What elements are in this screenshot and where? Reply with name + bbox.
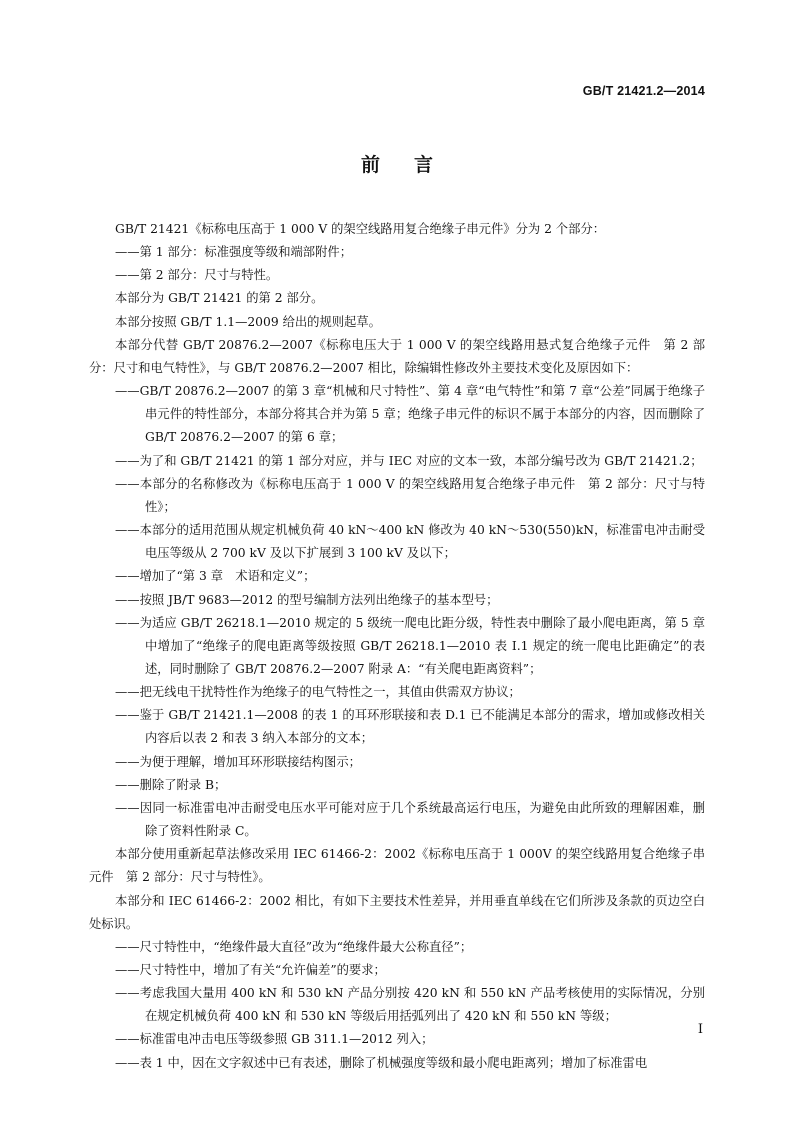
list-item: ——表 1 中，因在文字叙述中已有表述，删除了机械强度等级和最小爬电距离列；增加了标准雷电 — [115, 1055, 648, 1070]
list-item: ——为了和 GB/T 21421 的第 1 部分对应，并与 IEC 对应的文本一致，本部分编号改为 GB/T 21421.2； — [115, 453, 703, 468]
page-title: 前言 — [360, 154, 467, 176]
list-item: ——删除了附录 B； — [115, 777, 227, 792]
list-item: ——为便于理解，增加耳环形联接结构图示； — [115, 754, 361, 769]
paragraph: 本部分按照 GB/T 1.1—2009 给出的规则起草。 — [115, 314, 381, 329]
standard-number: GB/T 21421.2—2014 — [582, 84, 705, 98]
paragraph: 本部分代替 GB/T 20876.2—2007《标称电压大于 1 000 V 的架空线路用悬式复合绝缘子元件 第 2 部分：尺寸和电气特性》，与 GB/T 20876.2—2007 相比，除编辑性修改外主要技术变化及原因如下： — [89, 337, 705, 375]
list-item: ——为适应 GB/T 26218.1—2010 规定的 5 级统一爬电比距分级，特性表中删除了最小爬电距离，第 5 章中增加了“绝缘子的爬电距离等级按照 GB/T 26218.1—2010 表 I.1 规定的统一爬电比距确定”的表述，同时删除了 GB/T 20876.2—2007 附录 A：“有关爬电距离资料”； — [115, 615, 705, 676]
list-item: ——本部分的适用范围从规定机械负荷 40 kN～400 kN 修改为 40 kN～530(550)kN，标准雷电冲击耐受电压等级从 2 700 kV 及以下扩展到 3 100 kV 及以下； — [115, 523, 705, 561]
paragraph: 本部分为 GB/T 21421 的第 2 部分。 — [115, 291, 324, 306]
list-item: ——考虑我国大量用 400 kN 和 530 kN 产品分别按 420 kN 和 550 kN 产品考核使用的实际情况，分别在规定机械负荷 400 kN 和 530 kN 等级后用括弧列出了 420 kN 和 550 kN 等级； — [115, 986, 705, 1024]
list-item: ——增加了“第 3 章 术语和定义”； — [115, 569, 316, 584]
page-number: I — [697, 1022, 703, 1037]
list-item: ——第 1 部分：标准强度等级和端部附件； — [115, 245, 352, 260]
list-item: ——尺寸特性中，增加了有关“允许偏差”的要求； — [115, 963, 386, 977]
paragraph: 本部分和 IEC 61466-2：2002 相比，有如下主要技术性差异，并用垂直单线在它们所涉及条款的页边空白处标识。 — [89, 893, 705, 931]
list-item: ——因同一标准雷电冲击耐受电压水平可能对应于几个系统最高运行电压，为避免由此所致的理解困难，删除了资料性附录 C。 — [115, 800, 705, 839]
paragraph: GB/T 21421《标称电压高于 1 000 V 的架空线路用复合绝缘子串元件》分为 2 个部分： — [115, 222, 605, 236]
list-item: ——把无线电干扰特性作为绝缘子的电气特性之一，其值由供需双方协议； — [115, 685, 521, 700]
paragraph: 本部分使用重新起草法修改采用 IEC 61466-2：2002《标称电压高于 1 000V 的架空线路用复合绝缘子串元件 第 2 部分：尺寸与特性》。 — [89, 847, 705, 885]
list-item: ——第 2 部分：尺寸与特性。 — [115, 268, 279, 283]
list-item: ——标准雷电冲击电压等级参照 GB 311.1—2012 列入； — [115, 1032, 434, 1047]
list-item: ——尺寸特性中，“绝缘件最大直径”改为“绝缘件最大公称直径”； — [115, 939, 473, 954]
document-body — [89, 218, 705, 1075]
list-item: ——本部分的名称修改为《标称电压高于 1 000 V 的架空线路用复合绝缘子串元件 第 2 部分：尺寸与特性》； — [115, 476, 705, 514]
list-item: ——GB/T 20876.2—2007 的第 3 章“机械和尺寸特性”、第 4 章“电气特性”和第 7 章“公差”同属于绝缘子串元件的特性部分，本部分将其合并为第 5 章；绝缘子串元件的标识不属于本部分的内容，因而删除了 GB/T 20876.2—2007 的第 6 章； — [115, 384, 705, 445]
list-item: ——鉴于 GB/T 21421.1—2008 的表 1 的耳环形联接和表 D.1 已不能满足本部分的需求，增加或修改相关内容后以表 2 和表 3 纳入本部分的文本； — [115, 708, 705, 746]
list-item: ——按照 JB/T 9683—2012 的型号编制方法列出绝缘子的基本型号； — [115, 592, 499, 607]
